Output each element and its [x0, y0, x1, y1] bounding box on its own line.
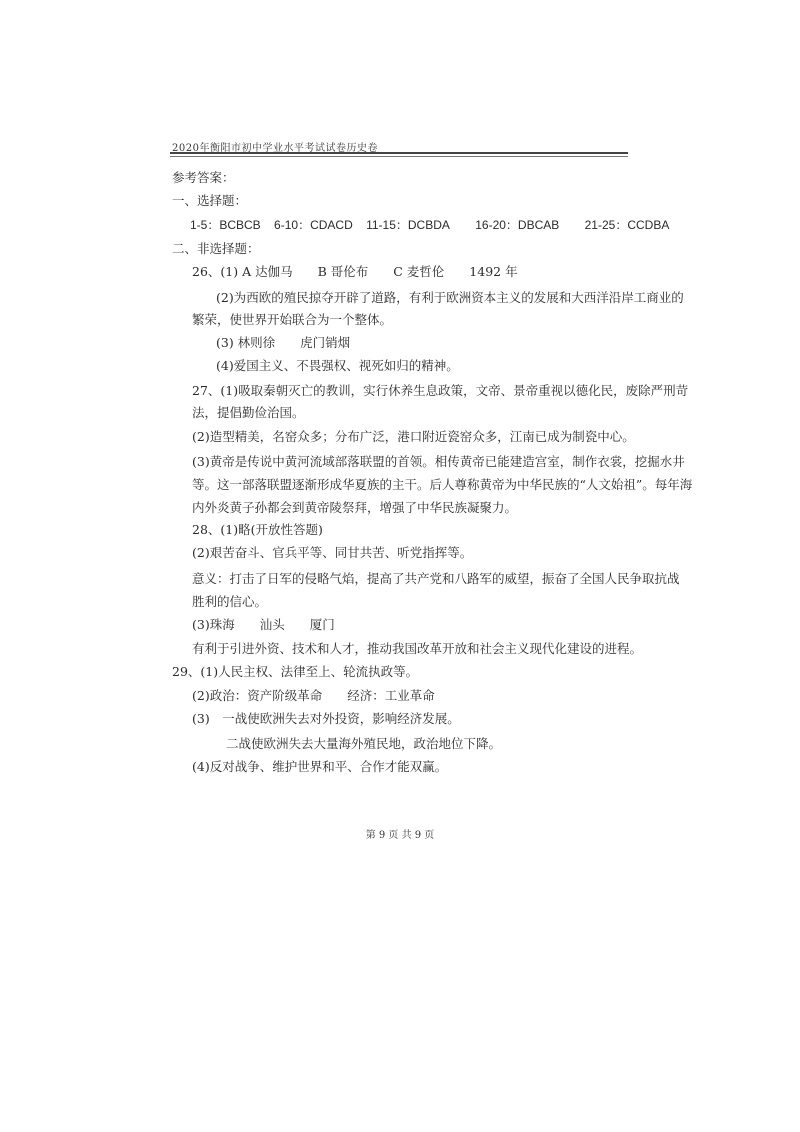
exam-header-title: 2020年衡阳市初中学业水平考试试卷历史卷	[172, 143, 378, 154]
q27-part1-line1: 27、(1)吸取秦朝灭亡的教训，实行休养生息政策，文帝、景帝重视以德化民，废除严刑苛	[192, 383, 689, 398]
q26-part3: (3) 林则徐 虎门销烟	[216, 335, 351, 350]
q29-part1: 29、(1)人民主权、法律至上、轮流执政等。	[172, 664, 419, 679]
answer-title: 参考答案：	[172, 170, 235, 185]
q26-part4: (4)爱国主义、不畏强权、视死如归的精神。	[216, 358, 459, 373]
header-divider	[170, 152, 628, 154]
q29-part2: (2)政治：资产阶级革命 经济：工业革命	[192, 688, 435, 703]
q27-part3-line2: 等。这一部落联盟逐渐形成华夏族的主干。后人尊称黄帝为中华民族的“人文始祖”。每年海	[192, 477, 693, 492]
q27-part2: (2)造型精美，名窑众多；分布广泛，港口附近瓷窑众多，江南已成为制瓷中心。	[192, 429, 635, 444]
choice-answers-row	[190, 217, 669, 233]
q28-part3: (3)珠海 汕头 厦门	[192, 617, 335, 632]
section-nonchoice-heading: 二、非选择题：	[172, 241, 260, 256]
q27-part1-line2: 法，提倡勤俭治国。	[192, 405, 305, 420]
q28-part3-explanation: 有利于引进外资、技术和人才，推动我国改革开放和社会主义现代化建设的进程。	[192, 641, 643, 656]
choice-answer-6-10: 6-10：CDACD	[274, 218, 353, 232]
q28-significance-line1: 意义：打击了日军的侵略气焰，提高了共产党和八路军的威望，振奋了全国人民争取抗战	[192, 571, 680, 586]
q27-part3-line1: (3)黄帝是传说中黄河流域部落联盟的首领。相传黄帝已能建造宫室，制作衣裳，挖掘水井	[192, 454, 685, 469]
q26-part1: 26、(1) A 达伽马 B 哥伦布 C 麦哲伦 1492 年	[192, 264, 518, 279]
choice-answer-1-5: 1-5：BCBCB	[190, 218, 261, 232]
header-divider-thin	[170, 156, 628, 157]
q26-part2-line1: (2)为西欧的殖民掠夺开辟了道路，有利于欧洲资本主义的发展和大西洋沿岸工商业的	[216, 290, 684, 305]
q28-part1: 28、(1)略(开放性答题)	[192, 522, 323, 537]
choice-answer-11-15: 11-15：DCBDA	[366, 218, 450, 232]
q29-part4: (4)反对战争、维护世界和平、合作才能双赢。	[192, 759, 448, 774]
q28-significance-line2: 胜利的信心。	[192, 594, 268, 609]
q29-part3-line1: (3) 一战使欧洲失去对外投资，影响经济发展。	[192, 711, 460, 726]
q28-part2: (2)艰苦奋斗、官兵平等、同甘共苦、听党指挥等。	[192, 545, 473, 560]
choice-answer-21-25: 21-25：CCDBA	[584, 218, 670, 232]
q27-part3-line3: 内外炎黄子孙都会到黄帝陵祭拜，增强了中华民族凝聚力。	[192, 500, 518, 515]
choice-answer-16-20: 16-20：DBCAB	[475, 218, 560, 232]
section-choice-heading: 一、选择题：	[172, 193, 248, 208]
q26-part2-line2: 繁荣，使世界开始联合为一个整体。	[192, 312, 393, 327]
page-number: 第 9 页 共 9 页	[365, 830, 435, 841]
q29-part3-line2: 二战使欧洲失去大量海外殖民地，政治地位下降。	[226, 736, 502, 751]
